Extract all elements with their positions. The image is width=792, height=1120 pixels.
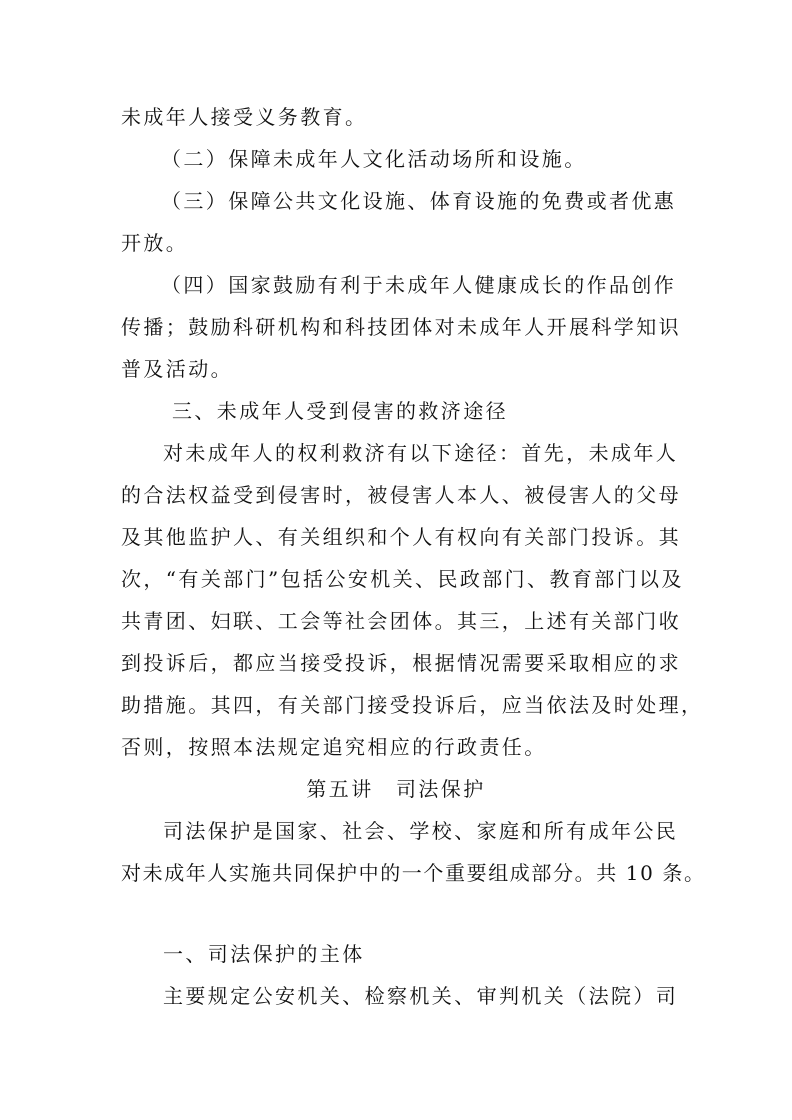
text-line: 传播；鼓励科研机构和科技团体对未成年人开展科学知识 [121,315,681,339]
text-line: 对未成年人的权利救济有以下途径：首先，未成年人 [163,441,679,465]
text-line: 助措施。其四，有关部门接受投诉后，应当依法及时处理， [121,693,704,717]
text-line: 次，“有关部门”包括公安机关、民政部门、教育部门以及 [121,567,684,591]
text-line: 共青团、妇联、工会等社会团体。其三，上述有关部门收 [121,609,681,633]
text-line: （四）国家鼓励有利于未成年人健康成长的作品创作 [161,273,677,297]
text-line: 开放。 [121,231,189,255]
section-heading: 三、未成年人受到侵害的救济途径 [172,399,508,423]
text-line: 到投诉后，都应当接受投诉，根据情况需要采取相应的求 [121,651,681,675]
text-line: 普及活动。 [121,357,233,381]
chapter-title: 第五讲 司法保护 [306,777,486,801]
text-line: 及其他监护人、有关组织和个人有权向有关部门投诉。其 [121,525,681,549]
text-line: 司法保护是国家、社会、学校、家庭和所有成年公民 [163,819,679,843]
text-line: 主要规定公安机关、检察机关、审判机关（法院）司 [163,984,679,1008]
text-line: 对未成年人实施共同保护中的一个重要组成部分。共 10 条。 [121,861,706,885]
text-line: 否则，按照本法规定追究相应的行政责任。 [121,735,547,759]
text-line: 的合法权益受到侵害时，被侵害人本人、被侵害人的父母 [121,483,681,507]
text-line: （二）保障未成年人文化活动场所和设施。 [161,147,587,171]
section-heading: 一、司法保护的主体 [163,942,365,966]
text-line: 未成年人接受义务教育。 [121,105,368,129]
text-line: （三）保障公共文化设施、体育设施的免费或者优惠 [161,189,677,213]
